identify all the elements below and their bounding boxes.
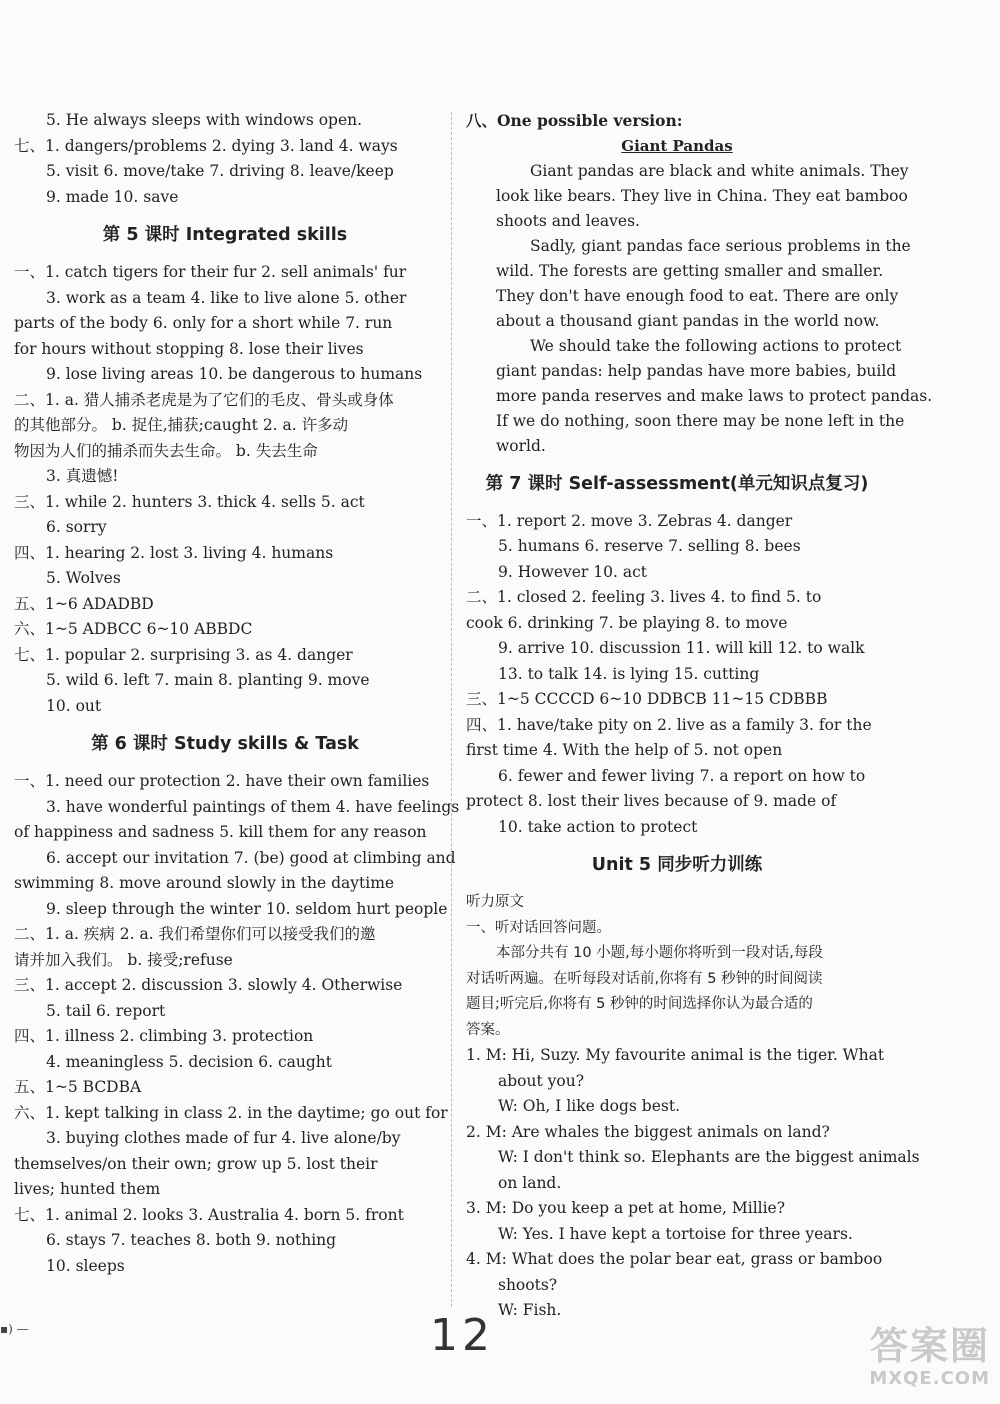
- watermark-logo: [850, 1324, 990, 1394]
- answer-line: 6. accept our invitation 7. (be) good at climbing and: [46, 848, 456, 867]
- answer-line: 9. made 10. save: [46, 187, 179, 206]
- answer-line: 6. sorry: [46, 518, 107, 536]
- answer-line: cook 6. drinking 7. be playing 8. to move: [466, 613, 788, 632]
- answer-line: 10. sleeps: [46, 1256, 125, 1275]
- section-heading: 第 7 课时 Self-assessment(单元知识点复习): [485, 473, 869, 494]
- answer-line: W: Fish.: [498, 1301, 562, 1319]
- answer-line: 八、One possible version:: [466, 111, 683, 130]
- essay-line: shoots and leaves.: [496, 211, 640, 230]
- essay-line: Giant pandas are black and white animals. They: [530, 161, 909, 180]
- section-heading: 第 6 课时 Study skills & Task: [91, 734, 359, 754]
- answer-line: 五、1~6 ADADBD: [14, 594, 154, 613]
- answer-line: 七、1. popular 2. surprising 3. as 4. danger: [14, 645, 353, 664]
- answer-line: 七、1. animal 2. looks 3. Australia 4. born 5. front: [14, 1205, 404, 1224]
- answer-line: 四、1. hearing 2. lost 3. living 4. humans: [14, 543, 334, 562]
- answer-line: 答案。: [466, 1021, 510, 1038]
- answer-line: 四、1. illness 2. climbing 3. protection: [14, 1027, 314, 1045]
- answer-line: 五、1~5 BCDBA: [14, 1078, 142, 1096]
- answer-line: 13. to talk 14. is lying 15. cutting: [498, 664, 760, 683]
- answer-line: 一、1. catch tigers for their fur 2. sell animals' fur: [14, 263, 407, 281]
- answer-line: 四、1. have/take pity on 2. live as a family 3. for the: [466, 715, 872, 734]
- answer-line: 六、1. kept talking in class 2. in the daytime; go out for: [14, 1103, 448, 1122]
- answer-line: W: I don't think so. Elephants are the biggest animals: [498, 1148, 920, 1166]
- answer-line: 对话听两遍。在听每段对话前,你将有 5 秒钟的时间阅读: [466, 970, 823, 987]
- right-column: [466, 108, 933, 1324]
- essay-line: We should take the following actions to protect: [530, 336, 902, 355]
- answer-line: 3. buying clothes made of fur 4. live alone/by: [46, 1129, 401, 1147]
- answer-line: for hours without stopping 8. lose their lives: [14, 339, 364, 358]
- answer-line: 4. M: What does the polar bear eat, grass or bamboo: [466, 1250, 883, 1268]
- answer-line: on land.: [498, 1173, 562, 1192]
- answer-line: 物因为人们的捕杀而失去生命。 b. 失去生命: [14, 441, 318, 460]
- answer-line: 10. out: [46, 696, 102, 715]
- answer-line: 5. humans 6. reserve 7. selling 8. bees: [498, 537, 801, 555]
- section-heading: 第 5 课时 Integrated skills: [102, 225, 348, 245]
- answer-line: 3. work as a team 4. like to live alone 5. other: [46, 288, 407, 307]
- column-divider: [451, 112, 452, 1307]
- answer-line: 二、1. a. 猎人捕杀老虎是为了它们的毛皮、骨头或身体: [14, 390, 394, 409]
- answer-line: 3. M: Do you keep a pet at home, Millie?: [466, 1199, 786, 1217]
- answer-line: 5. He always sleeps with windows open.: [46, 111, 363, 129]
- answer-line: lives; hunted them: [14, 1180, 161, 1198]
- answer-line: 2. M: Are whales the biggest animals on land?: [466, 1122, 830, 1141]
- answer-line: parts of the body 6. only for a short while 7. run: [14, 314, 393, 332]
- answer-line: 听力原文: [466, 894, 524, 910]
- answer-line: 请并加入我们。 b. 接受;refuse: [14, 950, 233, 969]
- answer-line: 9. lose living areas 10. be dangerous to humans: [46, 365, 423, 383]
- essay-line: about a thousand giant pandas in the world now.: [496, 311, 880, 330]
- answer-line: 9. However 10. act: [498, 562, 647, 581]
- answer-line: 六、1~5 ADBCC 6~10 ABBDC: [14, 620, 253, 638]
- essay-line: wild. The forests are getting smaller and smaller.: [496, 261, 884, 280]
- answer-line: 二、1. a. 疾病 2. a. 我们希望你们可以接受我们的邀: [14, 925, 376, 943]
- answer-line: 3. 真遗憾!: [46, 467, 119, 485]
- essay-line: world.: [496, 436, 546, 455]
- answer-line: 一、1. report 2. move 3. Zebras 4. danger: [466, 511, 793, 530]
- answer-line: 5. visit 6. move/take 7. driving 8. leave/keep: [46, 162, 394, 180]
- answer-line: themselves/on their own; grow up 5. lost their: [14, 1154, 378, 1173]
- answer-line: W: Oh, I like dogs best.: [498, 1097, 680, 1115]
- essay-line: They don't have enough food to eat. There are only: [496, 286, 899, 305]
- answer-line: 二、1. closed 2. feeling 3. lives 4. to find 5. to: [466, 588, 822, 606]
- answer-line: 9. sleep through the winter 10. seldom hurt people: [46, 899, 448, 918]
- answer-line: 5. wild 6. left 7. main 8. planting 9. move: [46, 671, 370, 689]
- answer-line: shoots?: [498, 1275, 558, 1294]
- answer-line: 5. tail 6. report: [46, 1001, 166, 1020]
- answer-line: 一、1. need our protection 2. have their own families: [14, 772, 430, 790]
- answer-line: W: Yes. I have kept a tortoise for three years.: [498, 1224, 853, 1243]
- answer-line: 3. have wonderful paintings of them 4. have feelings: [46, 797, 460, 816]
- edge-mark: ▪) —: [0, 1322, 29, 1336]
- answer-line: 4. meaningless 5. decision 6. caught: [46, 1052, 332, 1071]
- essay-title: Giant Pandas: [621, 136, 733, 155]
- answer-line: 一、听对话回答问题。: [466, 919, 611, 936]
- answer-line: 1. M: Hi, Suzy. My favourite animal is the tiger. What: [466, 1046, 885, 1064]
- answer-line: 9. arrive 10. discussion 11. will kill 12. to walk: [498, 639, 865, 657]
- answer-line: 三、1~5 CCCCD 6~10 DDBCB 11~15 CDBBB: [466, 690, 828, 708]
- answer-line: 三、1. accept 2. discussion 3. slowly 4. Otherwise: [14, 976, 403, 994]
- answer-line: 题目;听完后,你将有 5 秒钟的时间选择你认为最合适的: [466, 996, 813, 1012]
- answer-line: 6. fewer and fewer living 7. a report on how to: [498, 766, 866, 785]
- watermark-url: MXQE.COM: [869, 1368, 990, 1389]
- left-column: [14, 108, 460, 1279]
- essay-line: giant pandas: help pandas have more babies, build: [496, 361, 897, 380]
- answer-line: 的其他部分。 b. 捉住,捕获;caught 2. a. 许多动: [14, 416, 349, 434]
- answer-line: 10. take action to protect: [498, 817, 698, 836]
- essay-line: If we do nothing, soon there may be none left in the: [496, 411, 905, 430]
- answer-line: 三、1. while 2. hunters 3. thick 4. sells 5. act: [14, 492, 365, 511]
- answer-line: protect 8. lost their lives because of 9. made of: [466, 792, 837, 810]
- answer-line: 6. stays 7. teaches 8. both 9. nothing: [46, 1231, 337, 1249]
- section-heading: Unit 5 同步听力训练: [591, 855, 763, 875]
- answer-line: 本部分共有 10 小题,每小题你将听到一段对话,每段: [496, 945, 823, 961]
- essay-line: more panda reserves and make laws to protect pandas.: [496, 386, 933, 405]
- watermark-text: 答案圈: [869, 1324, 990, 1368]
- answer-line: swimming 8. move around slowly in the daytime: [14, 874, 395, 892]
- answer-line: 5. Wolves: [46, 569, 121, 587]
- page-number: 12: [430, 1310, 494, 1361]
- answer-line: 七、1. dangers/problems 2. dying 3. land 4. ways: [14, 136, 398, 155]
- answer-line: first time 4. With the help of 5. not open: [466, 741, 783, 759]
- answer-line: about you?: [498, 1071, 585, 1090]
- essay-line: look like bears. They live in China. They eat bamboo: [496, 186, 908, 205]
- essay-line: Sadly, giant pandas face serious problems in the: [530, 236, 911, 255]
- answer-line: of happiness and sadness 5. kill them for any reason: [14, 823, 427, 841]
